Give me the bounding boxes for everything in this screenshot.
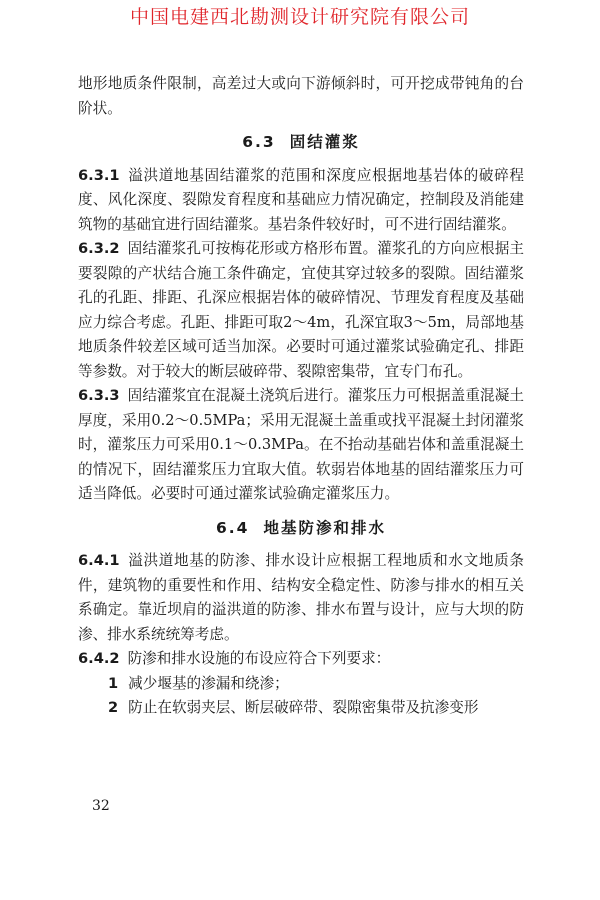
clause-text: 固结灌浆孔可按梅花形或方格形布置。灌浆孔的方向应根据主要裂隙的产状结合施工条件确定，宜使其穿过较多的裂隙。固结灌浆孔的孔距、排距、孔深应根据岩体的破碎情况、节理发育程度及基础应力综合考虑。孔距、排距可取2～4m，孔深宜取3～5m，局部地基地质条件较差区域可适当加深。必要时可通过灌浆试验确定孔、排距等参数。对于较大的断层破碎带、裂隙密集带，宜专门布孔。 [78, 240, 524, 380]
clause-number: 6.3.2 [78, 240, 120, 257]
clause-6-3-1 [78, 164, 524, 238]
section-title: 地基防渗和排水 [263, 518, 386, 537]
company-watermark: 中国电建西北勘测设计研究院有限公司 [129, 6, 470, 28]
list-item-number: 2 [108, 699, 119, 716]
intro-paragraph: 地形地质条件限制，高差过大或向下游倾斜时，可开挖成带钝角的台阶状。 [78, 75, 524, 117]
clause-text: 溢洪道地基固结灌浆的范围和深度应根据地基岩体的破碎程度、风化深度、裂隙发育程度和基础应力情况确定，控制段及消能建筑物的基础宜进行固结灌浆。基岩条件较好时，可不进行固结灌浆。 [78, 166, 524, 233]
section-heading-6-3 [78, 130, 524, 155]
clause-text: 防渗和排水设施的布设应符合下列要求： [127, 650, 391, 667]
clause-text: 溢洪道地基的防渗、排水设计应根据工程地质和水文地质条件，建筑物的重要性和作用、结构安全稳定性、防渗与排水的相互关系确定。靠近坝肩的溢洪道的防渗、排水布置与设计，应与大坝的防渗、排水系统统筹考虑。 [78, 552, 524, 643]
clause-6-3-2 [78, 237, 524, 384]
page-number: 32 [92, 798, 110, 814]
clause-6-4-2 [78, 647, 524, 672]
document-body [78, 72, 524, 721]
clause-number: 6.4.2 [78, 650, 120, 667]
clause-6-3-3 [78, 384, 524, 507]
clause-text: 固结灌浆宜在混凝土浇筑后进行。灌浆压力可根据盖重混凝土厚度，采用0.2～0.5MPa；采用无混凝土盖重或找平混凝土封闭灌浆时，灌浆压力可采用0.1～0.3MPa。在不抬动基础岩体和盖重混凝土的情况下，固结灌浆压力宜取大值。软弱岩体地基的固结灌浆压力可适当降低。必要时可通过灌浆试验确定灌浆压力。 [78, 387, 524, 502]
section-title: 固结灌浆 [289, 133, 360, 151]
list-item-text: 防止在软弱夹层、断层破碎带、裂隙密集带及抗渗变形 [128, 699, 479, 716]
list-item-1 [78, 672, 524, 697]
clause-number: 6.4.1 [78, 552, 120, 569]
list-item-2 [78, 696, 524, 721]
clause-6-4-1 [78, 549, 524, 647]
section-heading-6-4 [78, 516, 524, 541]
clause-number: 6.3.1 [78, 166, 120, 184]
list-item-number: 1 [108, 674, 119, 692]
section-number: 6.4 [216, 518, 250, 537]
clause-number: 6.3.3 [78, 387, 120, 404]
list-item-text: 减少堰基的渗漏和绕渗； [128, 674, 289, 692]
section-number: 6.3 [242, 133, 276, 151]
